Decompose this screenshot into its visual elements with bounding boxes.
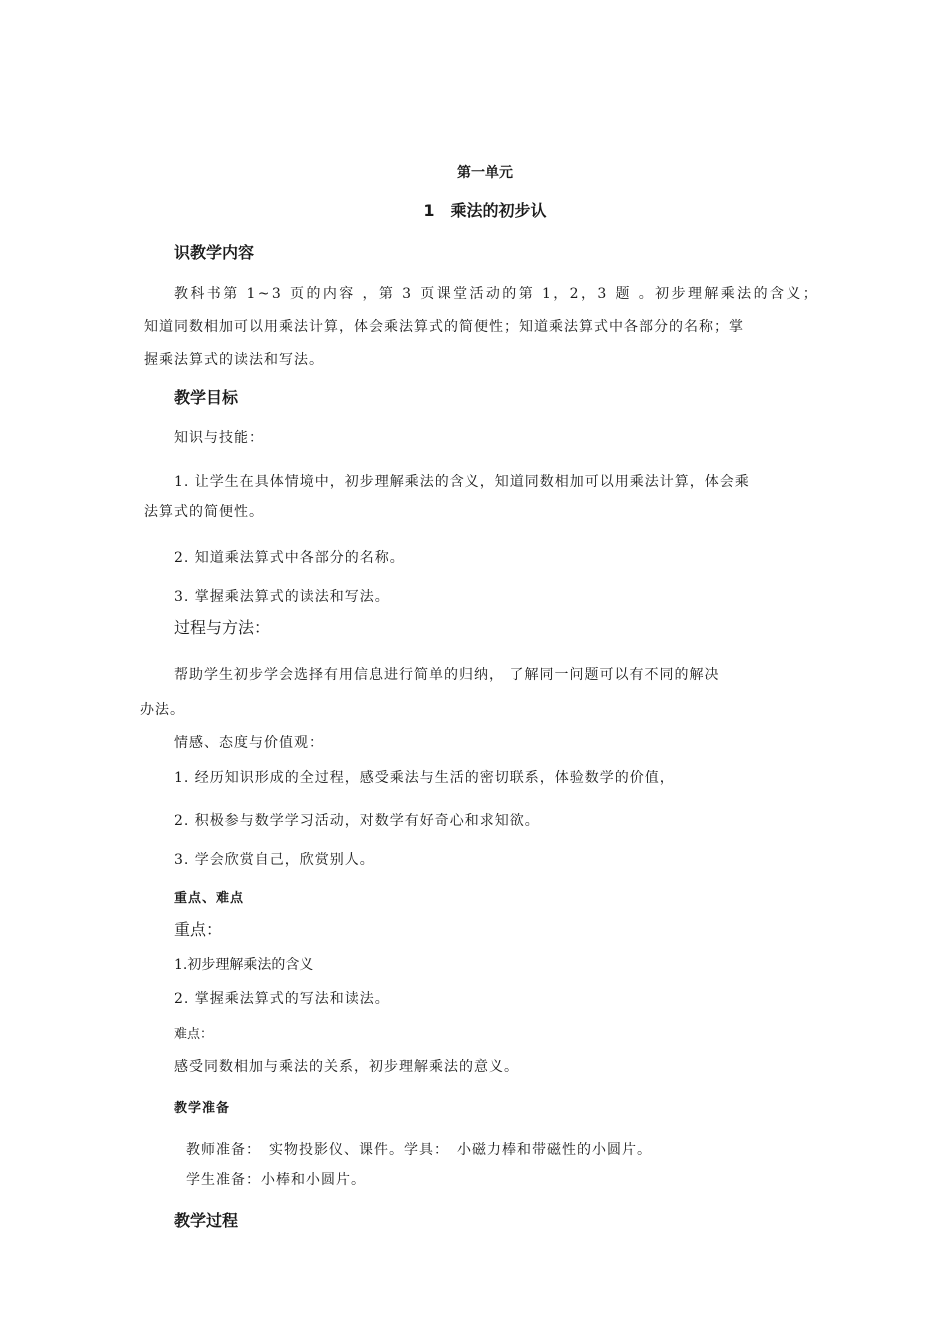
- difficult-label: 难点：: [174, 1027, 214, 1042]
- process-line-2: 办法。: [140, 702, 185, 718]
- unit-title: 第一单元: [457, 165, 513, 181]
- emotion-item-3: 3. 学会欣赏自己，欣赏别人。: [174, 852, 375, 868]
- keypoints-heading: 重点、难点: [174, 891, 245, 906]
- content-heading: 识教学内容: [174, 243, 255, 262]
- knowledge-label: 知识与技能：: [174, 430, 264, 446]
- key-item-1: 1.初步理解乘法的含义: [174, 957, 314, 973]
- process-line-1: 帮助学生初步学会选择有用信息进行简单的归纳， 了解同一问题可以有不同的解决: [174, 667, 720, 683]
- content-line-2: 知道同数相加可以用乘法计算，体会乘法算式的简便性；知道乘法算式中各部分的名称；掌: [144, 319, 744, 335]
- process-label: 过程与方法：: [174, 618, 271, 637]
- knowledge-item-2: 2. 知道乘法算式中各部分的名称。: [174, 550, 405, 566]
- prep-heading: 教学准备: [174, 1101, 231, 1116]
- emotion-item-2: 2. 积极参与数学学习活动，对数学有好奇心和求知欲。: [174, 813, 540, 829]
- prep-teacher: 教师准备： 实物投影仪、课件。学具： 小磁力棒和带磁性的小圆片。: [186, 1142, 652, 1158]
- knowledge-item-1-cont: 法算式的简便性。: [144, 504, 264, 520]
- key-item-2: 2. 掌握乘法算式的写法和读法。: [174, 991, 390, 1007]
- content-line-3: 握乘法算式的读法和写法。: [144, 352, 324, 368]
- knowledge-item-3: 3. 掌握乘法算式的读法和写法。: [174, 589, 390, 605]
- goals-heading: 教学目标: [174, 388, 239, 407]
- emotion-item-1: 1. 经历知识形成的全过程，感受乘法与生活的密切联系，体验数学的价值，: [174, 770, 675, 786]
- content-line-1: 教科书第 1~3 页的内容 ，第 3 页课堂活动的第 1，2，3 题 。初步理解乘法的含义；: [174, 286, 820, 302]
- prep-student: 学生准备：小棒和小圆片。: [186, 1172, 366, 1188]
- emotion-label: 情感、态度与价值观：: [174, 735, 324, 751]
- key-label: 重点：: [174, 920, 223, 939]
- knowledge-item-1: 1. 让学生在具体情境中，初步理解乘法的含义，知道同数相加可以用乘法计算，体会乘: [174, 474, 750, 490]
- difficult-text: 感受同数相加与乘法的关系，初步理解乘法的意义。: [174, 1059, 519, 1075]
- process-heading: 教学过程: [174, 1211, 239, 1230]
- lesson-title: 1 乘法的初步认: [423, 201, 547, 220]
